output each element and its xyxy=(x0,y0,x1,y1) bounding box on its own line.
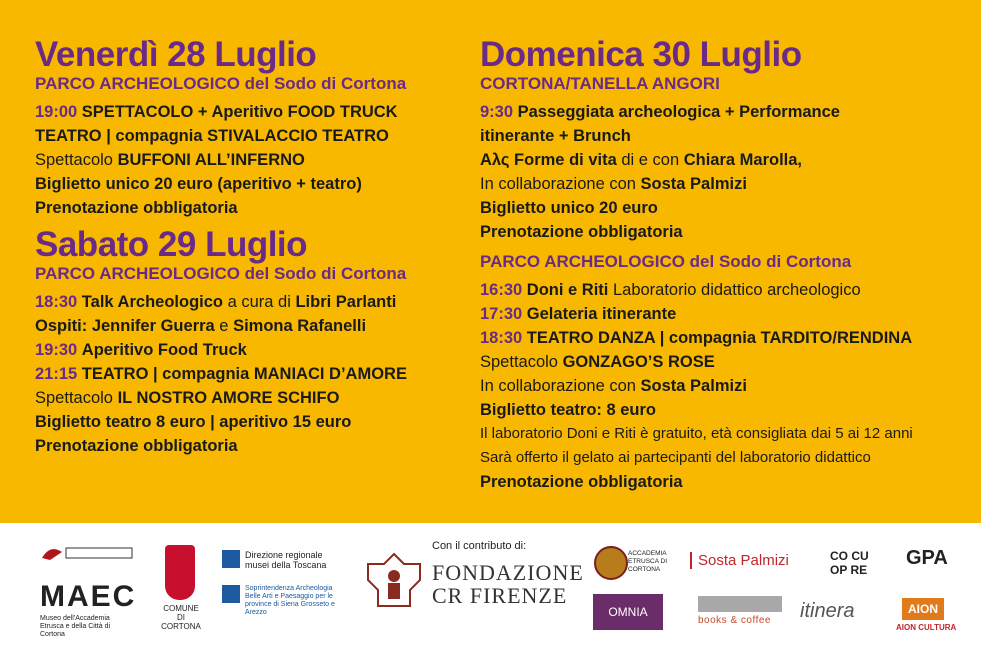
cr-firenze-label: CR FIRENZE xyxy=(432,583,568,608)
itinera-logo: itinera xyxy=(800,600,855,622)
partner: Sosta Palmizi xyxy=(640,175,747,193)
accademia-label: ACCADEMIA ETRUSCA DI CORTONA xyxy=(628,550,668,573)
text-plain: Spettacolo xyxy=(35,151,118,169)
event-time: 19:30 xyxy=(35,341,78,359)
event-line xyxy=(480,124,950,148)
event-title: Doni e Riti xyxy=(526,281,609,299)
text-plain: e xyxy=(214,317,234,335)
event-time: 19:00 xyxy=(35,103,78,121)
right-column xyxy=(480,36,950,494)
text-plain: Spettacolo xyxy=(480,353,563,371)
info-note: Il laboratorio Doni e Riti è gratuito, età consigliata dai 5 ai 12 anni xyxy=(480,425,913,442)
organizer: Libri Parlanti xyxy=(295,293,397,311)
mic-direzione-label: Direzione regionale musei della Toscana xyxy=(245,550,327,570)
gpa-logo: GPA xyxy=(906,547,948,569)
bird-logo-icon xyxy=(40,540,135,565)
fondazione-label: FONDAZIONE xyxy=(432,560,584,585)
event-title: SPETTACOLO + Aperitivo FOOD TRUCK xyxy=(81,103,398,121)
mic-logo-icon xyxy=(222,585,240,603)
info-note: Sarà offerto il gelato ai partecipanti del laboratorio didattico xyxy=(480,449,871,466)
day-title-friday: Venerdì 28 Luglio xyxy=(35,35,317,74)
event-line xyxy=(480,350,950,374)
event-time: 18:30 xyxy=(480,329,523,347)
guest: Ospiti: Jennifer Guerra xyxy=(35,317,215,335)
event-title: Aperitivo Food Truck xyxy=(81,341,247,359)
text-plain: di e con xyxy=(616,151,684,169)
show-title: GONZAGO’S ROSE xyxy=(562,353,715,371)
aion-logo: AION xyxy=(902,598,944,620)
text-plain: In collaborazione con xyxy=(480,175,641,193)
event-line xyxy=(480,100,950,124)
mic-logo-icon xyxy=(222,550,240,568)
sosta-palmizi-logo: Sosta Palmizi xyxy=(690,552,789,569)
event-title: itinerante + Brunch xyxy=(480,127,631,145)
event-line xyxy=(35,290,465,314)
aion-cultura-label: AION CULTURA xyxy=(896,623,957,632)
ticket-info: Biglietto unico 20 euro xyxy=(480,199,658,217)
omnia-logo: OMNIA xyxy=(593,594,663,630)
guest: Simona Rafanelli xyxy=(233,317,367,335)
comune-label: COMUNE DI CORTONA xyxy=(161,604,201,631)
event-title: Talk Archeologico xyxy=(81,293,223,311)
libri-parlanti-logo-icon xyxy=(698,596,782,612)
event-line xyxy=(480,302,950,326)
cocu-logo: CO CU OP RE xyxy=(830,549,869,577)
event-line xyxy=(35,386,465,410)
performer: Chiara Marolla, xyxy=(683,151,803,169)
event-title: TEATRO | compagnia MANIACI D’AMORE xyxy=(81,365,407,383)
event-line xyxy=(35,100,465,124)
venue-saturday: PARCO ARCHEOLOGICO del Sodo di Cortona xyxy=(35,264,407,283)
booking-note: Prenotazione obbligatoria xyxy=(480,223,683,241)
soprintendenza-label: Soprintendenza Archeologia Belle Arti e Paesaggio per le province di Siena Grosseto e Arezzo xyxy=(245,585,335,616)
text-plain: In collaborazione con xyxy=(480,377,641,395)
event-line xyxy=(480,172,950,196)
event-time: 18:30 xyxy=(35,293,78,311)
event-title: TEATRO DANZA | compagnia TARDITO/RENDINA xyxy=(526,329,913,347)
maec-logo: MAEC xyxy=(40,580,137,613)
text-plain: Spettacolo xyxy=(35,389,118,407)
event-line xyxy=(35,362,465,386)
text-plain: a cura di xyxy=(223,293,296,311)
day-title-saturday: Sabato 29 Luglio xyxy=(35,225,308,264)
booking-note: Prenotazione obbligatoria xyxy=(480,473,683,491)
day-title-sunday: Domenica 30 Luglio xyxy=(480,35,802,74)
show-title: IL NOSTRO AMORE SCHIFO xyxy=(117,389,340,407)
event-line xyxy=(480,374,950,398)
event-line xyxy=(480,278,950,302)
partner: Sosta Palmizi xyxy=(640,377,747,395)
show-title: BUFFONI ALL’INFERNO xyxy=(117,151,305,169)
venue-friday: PARCO ARCHEOLOGICO del Sodo di Cortona xyxy=(35,74,407,93)
ticket-info: Biglietto teatro: 8 euro xyxy=(480,401,657,419)
text-plain: Laboratorio didattico archeologico xyxy=(608,281,861,299)
ticket-info: Biglietto unico 20 euro (aperitivo + teatro) xyxy=(35,175,362,193)
event-line xyxy=(35,338,465,362)
event-title: Passeggiata archeologica + Performance xyxy=(517,103,840,121)
fondazione-cr-emblem-icon xyxy=(366,552,422,608)
event-line xyxy=(35,314,465,338)
contribution-label: Con il contributo di: xyxy=(432,540,527,552)
accademia-seal-icon xyxy=(594,546,628,580)
maec-subtitle: Museo dell'Accademia Etrusca e della Città di Cortona xyxy=(40,615,111,638)
event-time: 16:30 xyxy=(480,281,523,299)
event-line xyxy=(35,148,465,172)
venue-sunday-afternoon: PARCO ARCHEOLOGICO del Sodo di Cortona xyxy=(480,252,852,271)
event-line: TEATRO | compagnia STIVALACCIO TEATRO xyxy=(35,127,389,145)
event-line xyxy=(480,326,950,350)
show-title: Αλς Forme di vita xyxy=(480,151,617,169)
left-column xyxy=(35,36,465,458)
event-line xyxy=(480,148,950,172)
booking-note: Prenotazione obbligatoria xyxy=(35,199,238,217)
venue-sunday: CORTONA/TANELLA ANGORI xyxy=(480,74,720,93)
books-coffee-label: books & coffee xyxy=(698,615,771,626)
event-title: Gelateria itinerante xyxy=(526,305,677,323)
event-time: 9:30 xyxy=(480,103,514,121)
booking-note: Prenotazione obbligatoria xyxy=(35,437,238,455)
event-time: 17:30 xyxy=(480,305,523,323)
ticket-info: Biglietto teatro 8 euro | aperitivo 15 euro xyxy=(35,413,352,431)
comune-crest-icon xyxy=(165,545,195,600)
event-time: 21:15 xyxy=(35,365,78,383)
